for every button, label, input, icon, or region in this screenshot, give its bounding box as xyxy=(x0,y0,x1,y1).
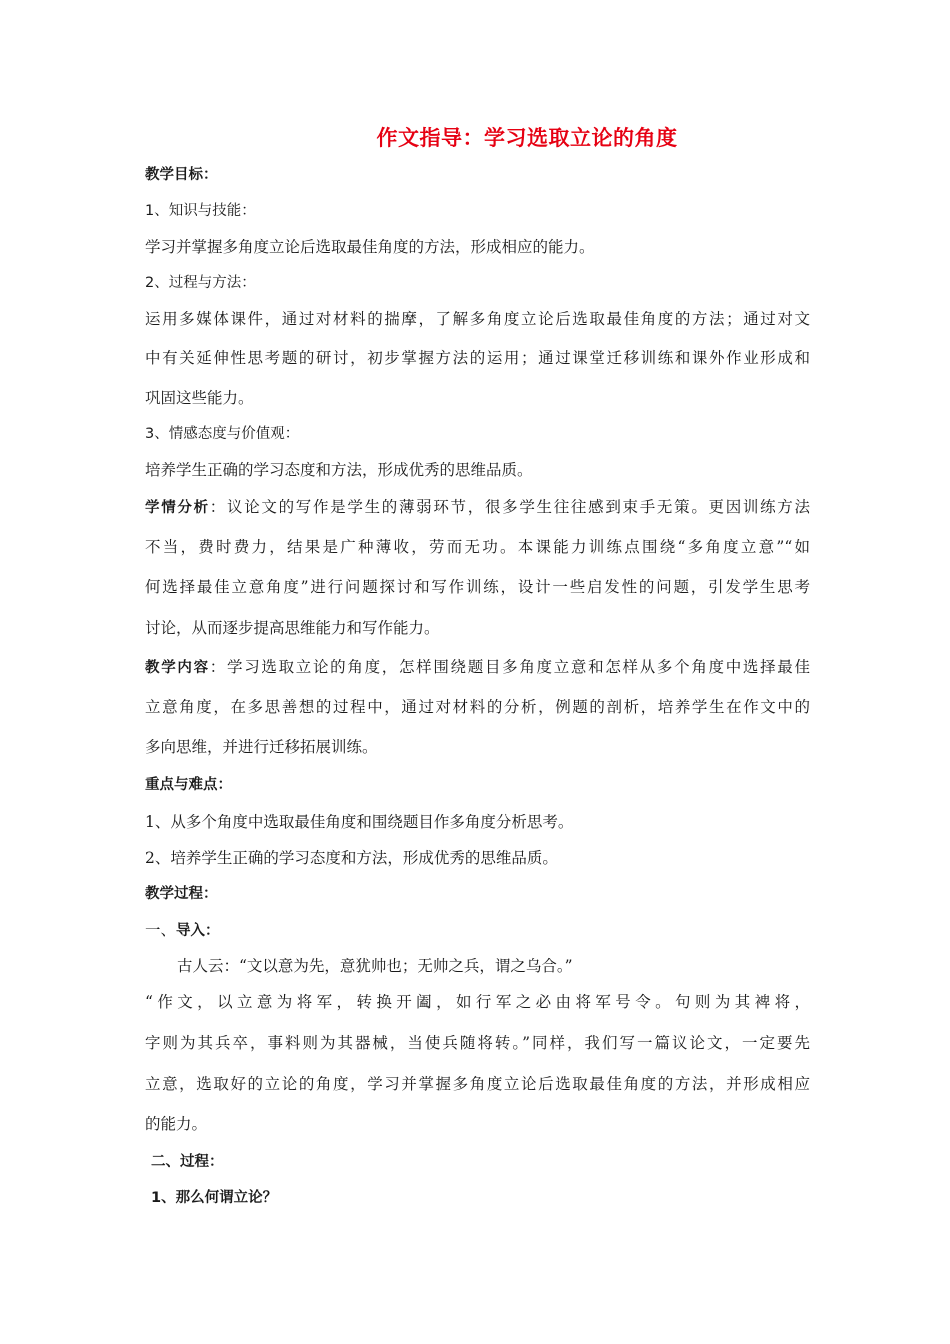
analysis-line: 不当，费时费力，结果是广种薄收，劳而无功。本课能力训练点围绕“多角度立意”“如 xyxy=(145,538,810,556)
analysis-paragraph-first xyxy=(145,497,810,517)
objective-2-line: 巩固这些能力。 xyxy=(145,389,254,407)
objective-2-line: 中有关延伸性思考题的研讨，初步掌握方法的运用；通过课堂迁移训练和课外作业形成和 xyxy=(145,349,810,367)
objective-2-heading: 2、过程与方法： xyxy=(145,275,256,291)
content-first-text: ：学习选取立论的角度，怎样围绕题目多角度立意和怎样从多个角度中选择最佳 xyxy=(209,658,810,676)
intro-line: 字则为其兵卒，事料则为其器械，当使兵随将转。”同样，我们写一篇议论文，一定要先 xyxy=(145,1034,810,1052)
analysis-line: 何选择最佳立意角度”进行问题探讨和写作训练，设计一些启发性的问题，引发学生思考 xyxy=(145,578,810,596)
intro-quote: 古人云：“文以意为先，意犹帅也；无帅之兵，谓之乌合。” xyxy=(177,957,573,975)
content-paragraph-first xyxy=(145,657,810,677)
part-2-question-1: 1、那么何谓立论？ xyxy=(151,1190,278,1206)
key-point-2: 2、培养学生正确的学习态度和方法，形成优秀的思维品质。 xyxy=(145,849,558,867)
analysis-first-text: ：议论文的写作是学生的薄弱环节，很多学生往往感到束手无策。更因训练方法 xyxy=(209,498,810,516)
intro-line: 的能力。 xyxy=(145,1115,208,1133)
objectives-heading: 教学目标： xyxy=(145,167,218,183)
objective-2-line: 运用多媒体课件，通过对材料的揣摩，了解多角度立论后选取最佳角度的方法；通过对文 xyxy=(145,310,810,328)
objective-3-text: 培养学生正确的学习态度和方法，形成优秀的思维品质。 xyxy=(145,461,533,479)
intro-line: 立意，选取好的立论的角度，学习并掌握多角度立论后选取最佳角度的方法，并形成相应 xyxy=(145,1075,810,1093)
content-label: 教学内容 xyxy=(145,660,210,676)
document-title: 作文指导：学习选取立论的角度 xyxy=(376,126,678,150)
intro-heading-text: 导入： xyxy=(176,923,220,939)
analysis-label: 学情分析 xyxy=(145,500,210,516)
intro-heading-number: 一、 xyxy=(145,921,177,939)
content-line: 立意角度，在多思善想的过程中，通过对材料的分析，例题的剖析，培养学生在作文中的 xyxy=(145,698,810,716)
objective-3-heading: 3、情感态度与价值观： xyxy=(145,426,300,442)
objective-1-text: 学习并掌握多角度立论后选取最佳角度的方法，形成相应的能力。 xyxy=(145,238,595,256)
part-2-heading: 二、过程： xyxy=(151,1154,224,1170)
intro-heading xyxy=(145,920,810,941)
key-points-heading: 重点与难点： xyxy=(145,777,232,793)
process-heading: 教学过程： xyxy=(145,886,218,902)
content-line: 多向思维，并进行迁移拓展训练。 xyxy=(145,738,378,756)
intro-line: “作文，以立意为将军，转换开阖，如行军之必由将军号令。句则为其裨将， xyxy=(145,993,810,1011)
objective-1-heading: 1、知识与技能： xyxy=(145,203,256,219)
key-point-1: 1、从多个角度中选取最佳角度和围绕题目作多角度分析思考。 xyxy=(145,813,574,831)
analysis-line: 讨论，从而逐步提高思维能力和写作能力。 xyxy=(145,619,440,637)
